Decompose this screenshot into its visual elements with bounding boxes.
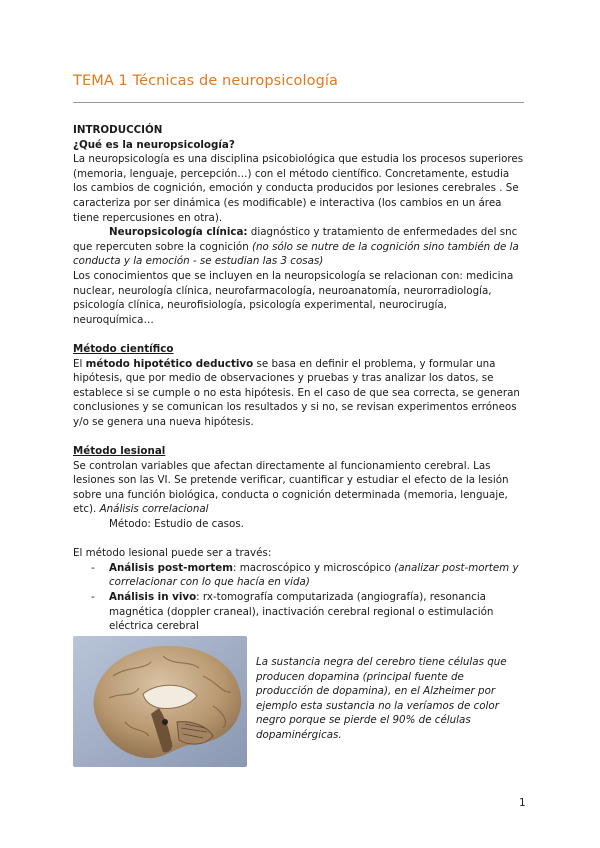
ml-italic: Análisis correlacional — [99, 503, 209, 516]
metodo-line: Método: Estudio de casos. — [109, 518, 244, 531]
brain-photo — [73, 636, 247, 767]
section-heading-introduccion: INTRODUCCIÓN — [73, 124, 163, 136]
ml-text: Se controlan variables que afectan directamente al funcionamiento cerebral. Las lesiones son las VI. Se pretende verificar, cuantificar y estudiar el efecto de la lesión sobre una función biológica, conducta o cognición determinada (memoria, lenguaje, etc). — [73, 459, 509, 516]
bullet-dash: - — [91, 591, 95, 603]
subheading-question: ¿Qué es la neuropsicología? — [73, 138, 235, 151]
metodo-cientifico-paragraph — [73, 357, 525, 430]
clinica-label: Neuropsicología clínica: — [109, 226, 248, 239]
mc-pre: El — [73, 357, 86, 370]
clinica-paragraph — [73, 225, 525, 269]
page-title: TEMA 1 Técnicas de neuropsicología — [73, 73, 339, 89]
intro-paragraph: La neuropsicología es una disciplina psicobiológica que estudia los procesos superiores (memoria, lenguaje, percepción…) con el método científico. Concretamente, estudia los cambios de cognición, emoción y conducta producidos por lesiones cerebrales . Se caracteriza por ser dinámica (es modificable) e interactiva (los cambios en un área tiene repercusiones en otra). — [73, 153, 524, 224]
mc-bold: método hipotético deductivo — [85, 357, 254, 370]
bullet-label: Análisis in vivo — [109, 591, 197, 603]
title-divider — [73, 102, 524, 103]
bullet-dash: - — [91, 561, 95, 574]
mc-post: se basa en definir el problema, y formular una hipótesis, que por medio de observaciones y pruebas y tras analizar los datos, se establece si se cumple o no esta hipótesis. En el caso de que sea correcta, se generan conclusiones y se comunican los resultados y si no, se revisan experimentos erróneos y/o se genera una nueva hipótesis. — [73, 357, 520, 428]
page-number: 1 — [519, 797, 526, 809]
metodo-lesional-paragraph — [73, 459, 525, 517]
figure-caption: La sustancia negra del cerebro tiene células que producen dopamina (principal fuente de producción de dopamina), en el Alzheimer por ejemplo esta sustancia no la veríamos de color negro porque se pierde el 90% de células dopaminérgicas. — [256, 656, 507, 741]
conocimientos-paragraph: Los conocimientos que se incluyen en la neuropsicología se relacionan con: medicina nuclear, neurología clínica, neurofarmacología, neuroanatomía, neurorradiología, psicología clínica, neurofisiología, psicología experimental, neurocirugía, neuroquímica… — [73, 269, 514, 326]
section-heading-metodo-lesional: Método lesional — [73, 445, 166, 458]
document-body — [73, 123, 525, 634]
list-item — [73, 561, 525, 590]
list-item — [73, 590, 525, 634]
section-heading-metodo-cientifico: Método científico — [73, 342, 174, 355]
bullet-text: : macroscópico y microscópico — [232, 561, 395, 574]
bullet-italic: (analizar post-mortem y correlacionar con lo que hacía en vida) — [109, 561, 519, 589]
clinica-italic: (no sólo se nutre de la cognición sino también de la conducta y la emoción - se estudian las 3 cosas) — [73, 240, 519, 268]
bullet-text: : rx-tomografía computarizada (angiografía), resonancia magnética (doppler craneal), inactivación cerebral regional o estimulación eléctrica cerebral — [109, 591, 494, 633]
brain-sagittal-image — [73, 636, 247, 767]
bullet-label: Análisis post-mortem — [109, 561, 233, 574]
puede-ser-line: El método lesional puede ser a través: — [73, 547, 272, 560]
clinica-text: diagnóstico y tratamiento de enfermedades del snc que repercuten sobre la cognición — [73, 226, 518, 253]
